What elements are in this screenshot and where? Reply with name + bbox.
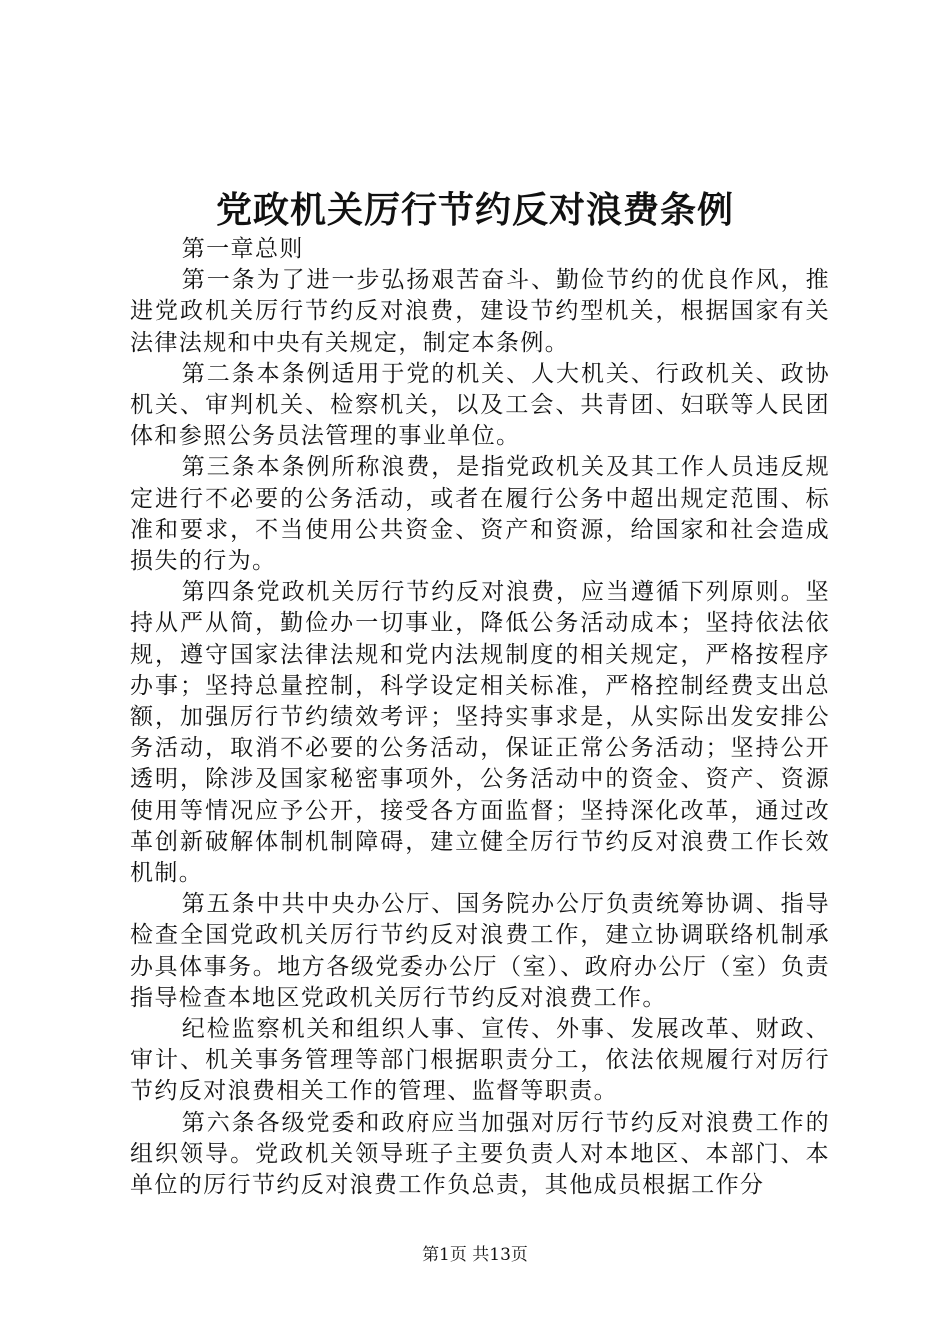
article-paragraph: 第六条各级党委和政府应当加强对厉行节约反对浪费工作的组织领导。党政机关领导班子主要负责人对本地区、本部门、本单位的厉行节约反对浪费工作负总责，其他成员根据工作分 xyxy=(130,1109,830,1199)
article-paragraph: 纪检监察机关和组织人事、宣传、外事、发展改革、财政、审计、机关事务管理等部门根据职责分工，依法依规履行对厉行节约反对浪费相关工作的管理、监督等职责。 xyxy=(130,1016,830,1105)
article-paragraph: 第三条本条例所称浪费，是指党政机关及其工作人员违反规定进行不必要的公务活动，或者在履行公务中超出规定范围、标准和要求，不当使用公共资金、资产和资源，给国家和社会造成损失的行为。 xyxy=(130,454,830,575)
document-body xyxy=(130,234,830,1201)
page-number-footer: 第1页 共13页 xyxy=(422,1245,528,1265)
article-paragraph: 第五条中共中央办公厅、国务院办公厅负责统筹协调、指导检查全国党政机关厉行节约反对浪费工作，建立协调联络机制承办具体事务。地方各级党委办公厅（室）、政府办公厅（室）负责指导检查本地区党政机关厉行节约反对浪费工作。 xyxy=(130,891,830,1011)
article-paragraph: 第一条为了进一步弘扬艰苦奋斗、勤俭节约的优良作风，推进党政机关厉行节约反对浪费，建设节约型机关，根据国家有关法律法规和中央有关规定，制定本条例。 xyxy=(130,267,830,356)
article-paragraph: 第四条党政机关厉行节约反对浪费，应当遵循下列原则。坚持从严从简，勤俭办一切事业，降低公务活动成本；坚持依法依规，遵守国家法律法规和党内法规制度的相关规定，严格按程序办事；坚持总量控制，科学设定相关标准，严格控制经费支出总额，加强厉行节约绩效考评；坚持实事求是，从实际出发安排公务活动，取消不必要的公务活动，保证正常公务活动；坚持公开透明，除涉及国家秘密事项外，公务活动中的资金、资产、资源使用等情况应予公开，接受各方面监督；坚持深化改革，通过改革创新破解体制机制障碍，建立健全厉行节约反对浪费工作长效机制。 xyxy=(130,579,830,887)
document-title: 党政机关厉行节约反对浪费条例 xyxy=(215,189,734,231)
article-paragraph: 第二条本条例适用于党的机关、人大机关、行政机关、政协机关、审判机关、检察机关，以及工会、共青团、妇联等人民团体和参照公务员法管理的事业单位。 xyxy=(130,360,830,450)
chapter-heading: 第一章总则 xyxy=(181,236,304,262)
